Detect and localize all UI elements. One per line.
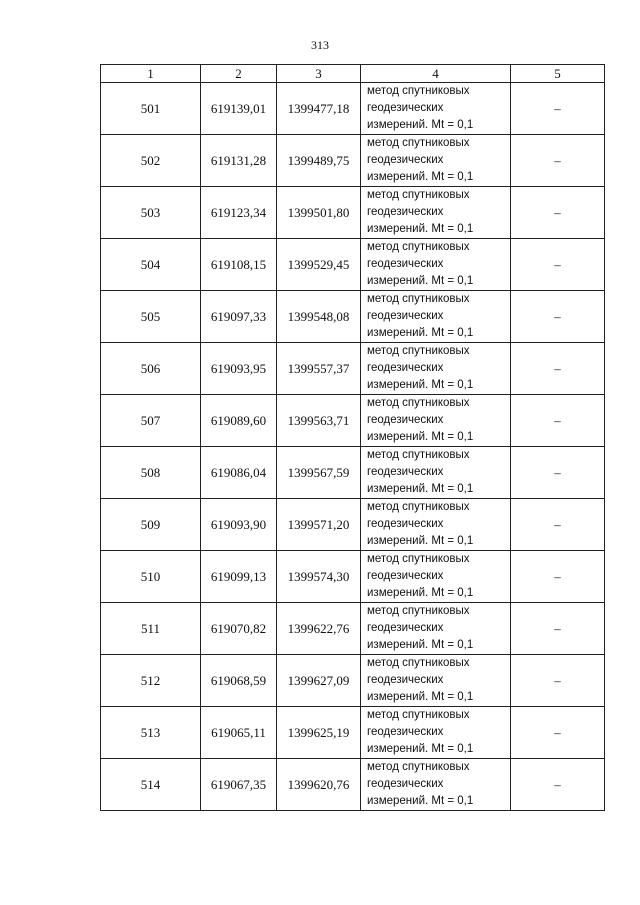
page-number: 313 — [311, 38, 329, 52]
x-coordinate-cell: 619139,01 — [201, 83, 277, 135]
table-row — [101, 187, 605, 239]
point-number-cell: 511 — [101, 603, 201, 655]
column-5-cell: – — [511, 447, 605, 499]
method-cell — [361, 83, 511, 135]
method-line: метод спутниковых — [367, 85, 470, 97]
method-cell — [361, 447, 511, 499]
point-number-cell: 512 — [101, 655, 201, 707]
method-line: метод спутниковых — [367, 501, 470, 513]
method-line: метод спутниковых — [367, 137, 470, 149]
method-line: геодезических — [367, 102, 444, 114]
method-line: геодезических — [367, 414, 444, 426]
method-line: измерений. Mt = 0,1 — [367, 483, 474, 495]
method-line: метод спутниковых — [367, 293, 470, 305]
table-row — [101, 395, 605, 447]
method-line: геодезических — [367, 154, 444, 166]
method-line: измерений. Mt = 0,1 — [367, 743, 474, 755]
table-row — [101, 343, 605, 395]
point-number-cell: 508 — [101, 447, 201, 499]
x-coordinate-cell: 619068,59 — [201, 655, 277, 707]
column-5-cell: – — [511, 707, 605, 759]
method-line: геодезических — [367, 570, 444, 582]
x-coordinate-cell: 619093,95 — [201, 343, 277, 395]
method-line: геодезических — [367, 726, 444, 738]
method-line: геодезических — [367, 622, 444, 634]
point-number-cell: 509 — [101, 499, 201, 551]
column-5-cell: – — [511, 499, 605, 551]
x-coordinate-cell: 619123,34 — [201, 187, 277, 239]
table-row — [101, 655, 605, 707]
y-coordinate-cell: 1399501,80 — [277, 187, 361, 239]
method-line: геодезических — [367, 362, 444, 374]
method-line: геодезических — [367, 466, 444, 478]
method-cell — [361, 655, 511, 707]
header-row — [101, 65, 605, 83]
method-line: метод спутниковых — [367, 449, 470, 461]
column-5-cell: – — [511, 83, 605, 135]
method-line: метод спутниковых — [367, 397, 470, 409]
method-line: геодезических — [367, 518, 444, 530]
method-line: геодезических — [367, 778, 444, 790]
y-coordinate-cell: 1399625,19 — [277, 707, 361, 759]
x-coordinate-cell: 619131,28 — [201, 135, 277, 187]
table-row — [101, 291, 605, 343]
point-number-cell: 505 — [101, 291, 201, 343]
y-coordinate-cell: 1399489,75 — [277, 135, 361, 187]
point-number-cell: 502 — [101, 135, 201, 187]
column-5-cell: – — [511, 291, 605, 343]
point-number-cell: 501 — [101, 83, 201, 135]
method-line: геодезических — [367, 258, 444, 270]
y-coordinate-cell: 1399567,59 — [277, 447, 361, 499]
point-number-cell: 514 — [101, 759, 201, 811]
method-line: измерений. Mt = 0,1 — [367, 535, 474, 547]
method-line: измерений. Mt = 0,1 — [367, 223, 474, 235]
coordinates-table — [100, 64, 605, 811]
table-row — [101, 603, 605, 655]
method-line: измерений. Mt = 0,1 — [367, 431, 474, 443]
column-5-cell: – — [511, 187, 605, 239]
x-coordinate-cell: 619093,90 — [201, 499, 277, 551]
method-line: метод спутниковых — [367, 189, 470, 201]
column-5-cell: – — [511, 655, 605, 707]
point-number-cell: 506 — [101, 343, 201, 395]
x-coordinate-cell: 619108,15 — [201, 239, 277, 291]
table-row — [101, 239, 605, 291]
column-5-cell: – — [511, 135, 605, 187]
method-line: измерений. Mt = 0,1 — [367, 691, 474, 703]
method-line: геодезических — [367, 310, 444, 322]
column-5-cell: – — [511, 759, 605, 811]
method-line: метод спутниковых — [367, 553, 470, 565]
method-line: измерений. Mt = 0,1 — [367, 119, 474, 131]
header-col-5: 5 — [511, 65, 605, 83]
method-cell — [361, 239, 511, 291]
method-line: измерений. Mt = 0,1 — [367, 639, 474, 651]
point-number-cell: 510 — [101, 551, 201, 603]
x-coordinate-cell: 619086,04 — [201, 447, 277, 499]
y-coordinate-cell: 1399574,30 — [277, 551, 361, 603]
method-line: метод спутниковых — [367, 345, 470, 357]
column-5-cell: – — [511, 551, 605, 603]
y-coordinate-cell: 1399627,09 — [277, 655, 361, 707]
column-5-cell: – — [511, 343, 605, 395]
method-cell — [361, 135, 511, 187]
method-line: метод спутниковых — [367, 709, 470, 721]
table-row — [101, 499, 605, 551]
method-cell — [361, 759, 511, 811]
x-coordinate-cell: 619067,35 — [201, 759, 277, 811]
column-5-cell: – — [511, 395, 605, 447]
method-cell — [361, 343, 511, 395]
method-line: геодезических — [367, 206, 444, 218]
table-row — [101, 759, 605, 811]
method-line: измерений. Mt = 0,1 — [367, 379, 474, 391]
y-coordinate-cell: 1399557,37 — [277, 343, 361, 395]
table-row — [101, 135, 605, 187]
y-coordinate-cell: 1399622,76 — [277, 603, 361, 655]
method-line: измерений. Mt = 0,1 — [367, 275, 474, 287]
y-coordinate-cell: 1399548,08 — [277, 291, 361, 343]
method-line: метод спутниковых — [367, 761, 470, 773]
method-line: измерений. Mt = 0,1 — [367, 171, 474, 183]
y-coordinate-cell: 1399620,76 — [277, 759, 361, 811]
method-cell — [361, 499, 511, 551]
column-5-cell: – — [511, 603, 605, 655]
header-col-3: 3 — [277, 65, 361, 83]
method-line: измерений. Mt = 0,1 — [367, 587, 474, 599]
point-number-cell: 503 — [101, 187, 201, 239]
method-cell — [361, 603, 511, 655]
method-line: измерений. Mt = 0,1 — [367, 795, 474, 807]
method-cell — [361, 707, 511, 759]
y-coordinate-cell: 1399571,20 — [277, 499, 361, 551]
method-line: метод спутниковых — [367, 241, 470, 253]
header-col-1: 1 — [101, 65, 201, 83]
x-coordinate-cell: 619070,82 — [201, 603, 277, 655]
method-cell — [361, 187, 511, 239]
table-row — [101, 447, 605, 499]
header-col-4: 4 — [361, 65, 511, 83]
table-row — [101, 707, 605, 759]
point-number-cell: 513 — [101, 707, 201, 759]
method-line: метод спутниковых — [367, 605, 470, 617]
y-coordinate-cell: 1399563,71 — [277, 395, 361, 447]
method-line: метод спутниковых — [367, 657, 470, 669]
x-coordinate-cell: 619089,60 — [201, 395, 277, 447]
column-5-cell: – — [511, 239, 605, 291]
method-cell — [361, 395, 511, 447]
y-coordinate-cell: 1399529,45 — [277, 239, 361, 291]
method-cell — [361, 551, 511, 603]
point-number-cell: 504 — [101, 239, 201, 291]
x-coordinate-cell: 619099,13 — [201, 551, 277, 603]
header-col-2: 2 — [201, 65, 277, 83]
y-coordinate-cell: 1399477,18 — [277, 83, 361, 135]
x-coordinate-cell: 619097,33 — [201, 291, 277, 343]
method-line: геодезических — [367, 674, 444, 686]
method-line: измерений. Mt = 0,1 — [367, 327, 474, 339]
x-coordinate-cell: 619065,11 — [201, 707, 277, 759]
method-cell — [361, 291, 511, 343]
table-row — [101, 83, 605, 135]
table-row — [101, 551, 605, 603]
point-number-cell: 507 — [101, 395, 201, 447]
